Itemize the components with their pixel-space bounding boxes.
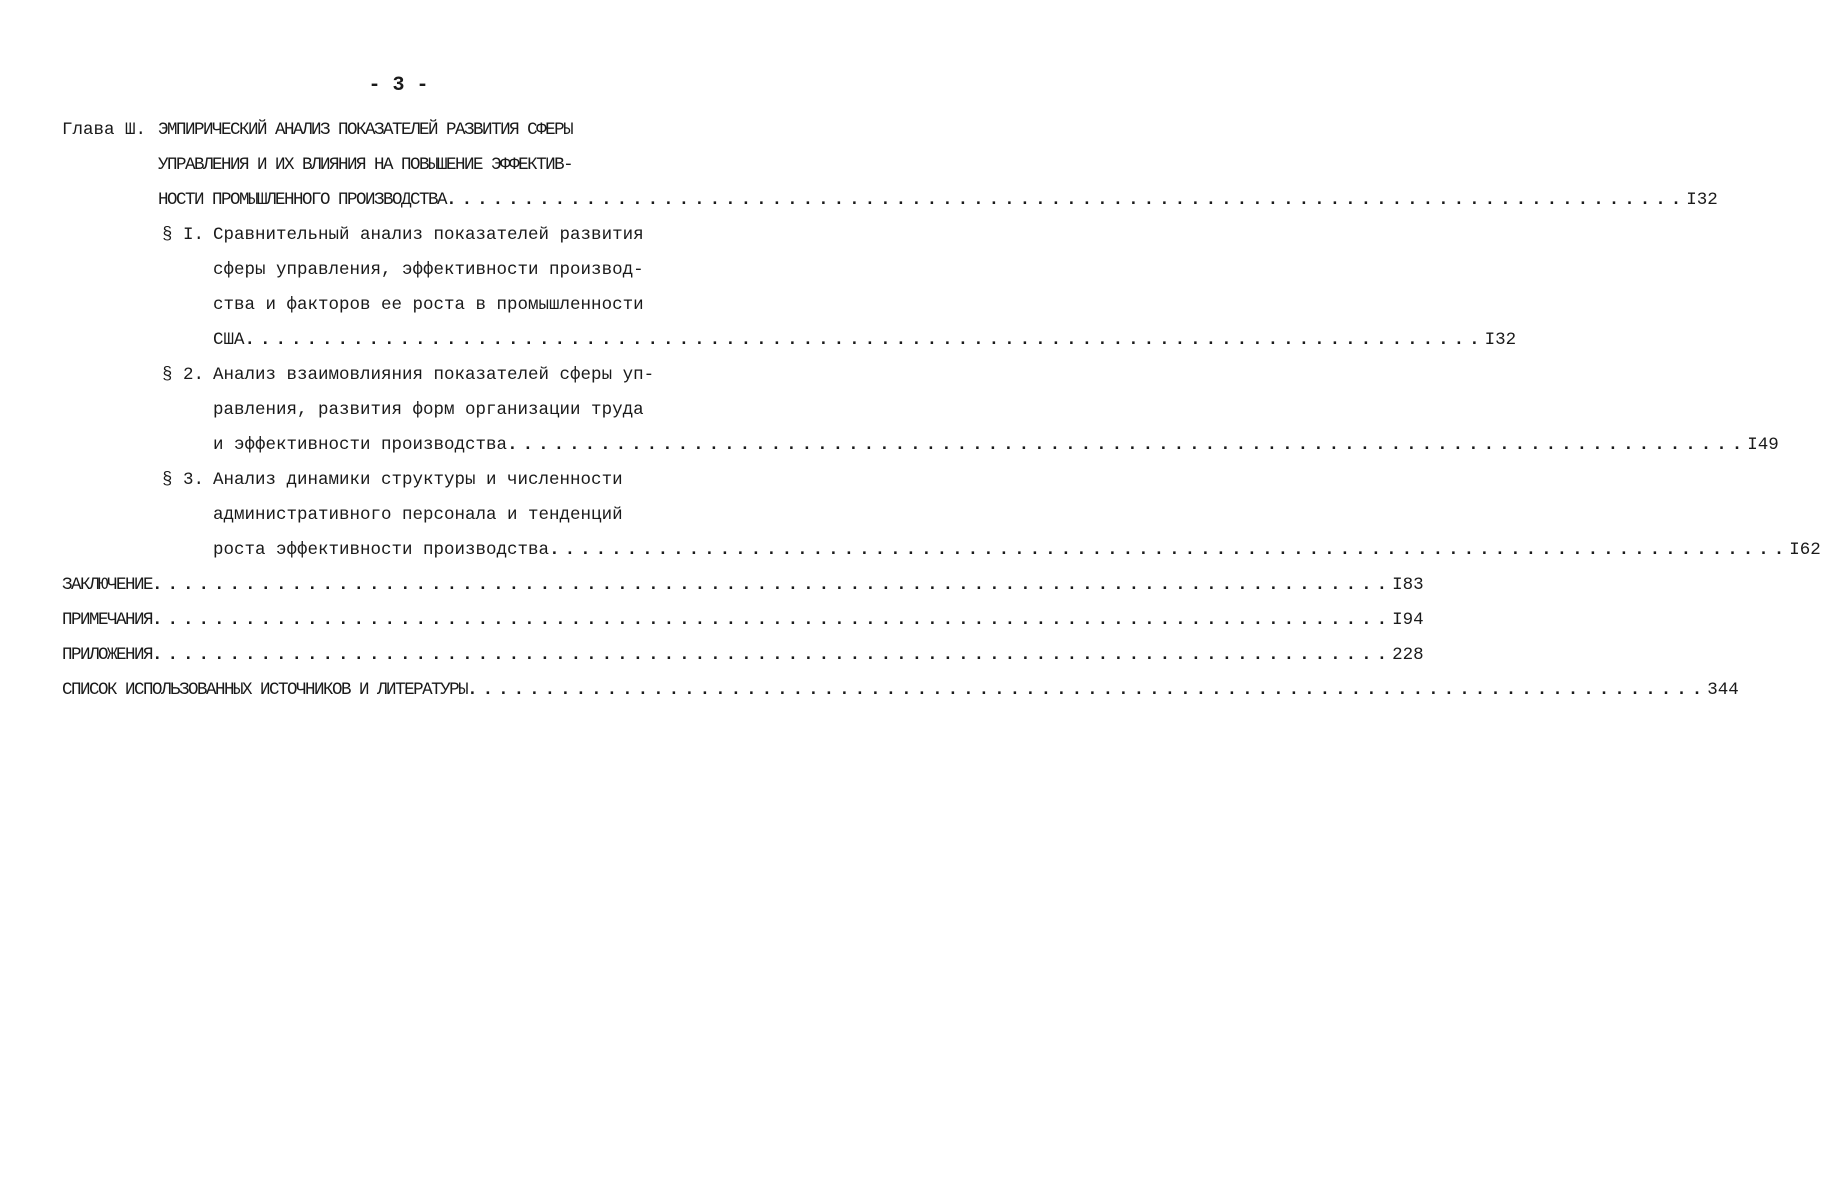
chapter-3-entry-line (158, 188, 1718, 212)
section-2-entry-line (213, 398, 725, 422)
section-2-entry-line (213, 433, 1779, 457)
entry-page-number: I62 (1789, 540, 1821, 560)
entry-title-text: ства и факторов ее роста в промышленности (213, 295, 644, 315)
dot-leader: ................................................................................ (152, 610, 1393, 630)
section-1-label: § I. (162, 225, 205, 245)
entry-title-text: ЗАКЛЮЧЕНИЕ (62, 575, 153, 595)
section-2-label: § 2. (162, 365, 205, 385)
entry-page-number: I83 (1392, 575, 1424, 595)
section-2-entry-line (213, 363, 725, 387)
entry-page-number: I49 (1747, 435, 1779, 455)
dot-leader: ................................................................................ (467, 680, 1708, 700)
entry-title-text: ПРИЛОЖЕНИЯ (62, 645, 153, 665)
entry-title-text: ПРИМЕЧАНИЯ (62, 610, 153, 630)
notes-entry-line (62, 608, 1424, 632)
section-1-entry-line (213, 328, 1517, 352)
entry-title-text: и эффективности производства (213, 435, 508, 455)
entry-title-text: равления, развития форм организации труда (213, 400, 644, 420)
entry-title-text: административного персонала и тенденций (213, 505, 623, 525)
entry-title-text: сферы управления, эффективности производ- (213, 260, 644, 280)
appendices-entry-line (62, 643, 1424, 667)
section-3-entry-line (213, 503, 725, 527)
dot-leader: ................................................................................ (507, 435, 1748, 455)
section-3-entry-line (213, 538, 1821, 562)
entry-page-number: 228 (1392, 645, 1424, 665)
entry-page-number: 344 (1707, 680, 1739, 700)
chapter-3-entry-line (158, 118, 725, 142)
section-3-label: § 3. (162, 470, 205, 490)
conclusion-entry-line (62, 573, 1424, 597)
entry-page-number: I94 (1392, 610, 1424, 630)
section-1-entry-line (213, 258, 725, 282)
entry-title-text: Анализ динамики структуры и численности (213, 470, 623, 490)
section-1-entry-line (213, 223, 725, 247)
entry-title-text: Анализ взаимовлияния показателей сферы уп- (213, 365, 655, 385)
entry-title-text: Сравнительный анализ показателей развития (213, 225, 644, 245)
entry-title-text: УПРАВЛЕНИЯ И ИХ ВЛИЯНИЯ НА ПОВЫШЕНИЕ ЭФФЕКТИВ- (158, 155, 573, 175)
dot-leader: ................................................................................ (549, 540, 1790, 560)
chapter-3-label: Глава Ш. (62, 120, 147, 140)
entry-title-text: роста эффективности производства (213, 540, 550, 560)
dot-leader: ................................................................................ (152, 645, 1393, 665)
dot-leader: ................................................................................ (244, 330, 1485, 350)
entry-page-number: I32 (1686, 190, 1718, 210)
entry-title-text: США (213, 330, 245, 350)
chapter-3-entry-line (158, 153, 725, 177)
section-3-entry-line (213, 468, 725, 492)
entry-page-number: I32 (1484, 330, 1517, 350)
page-number: - 3 - (368, 74, 429, 97)
entry-title-text: НОСТИ ПРОМЫШЛЕННОГО ПРОИЗВОДСТВА (158, 190, 447, 210)
bibliography-entry-line (62, 678, 1739, 702)
entry-title-text: СПИСОК ИСПОЛЬЗОВАННЫХ ИСТОЧНИКОВ И ЛИТЕРАТУРЫ (62, 680, 468, 700)
dot-leader: ................................................................................ (446, 190, 1687, 210)
entry-title-text: ЭМПИРИЧЕСКИЙ АНАЛИЗ ПОКАЗАТЕЛЕЙ РАЗВИТИЯ СФЕРЫ (158, 120, 573, 140)
dot-leader: ................................................................................ (152, 575, 1393, 595)
section-1-entry-line (213, 293, 725, 317)
